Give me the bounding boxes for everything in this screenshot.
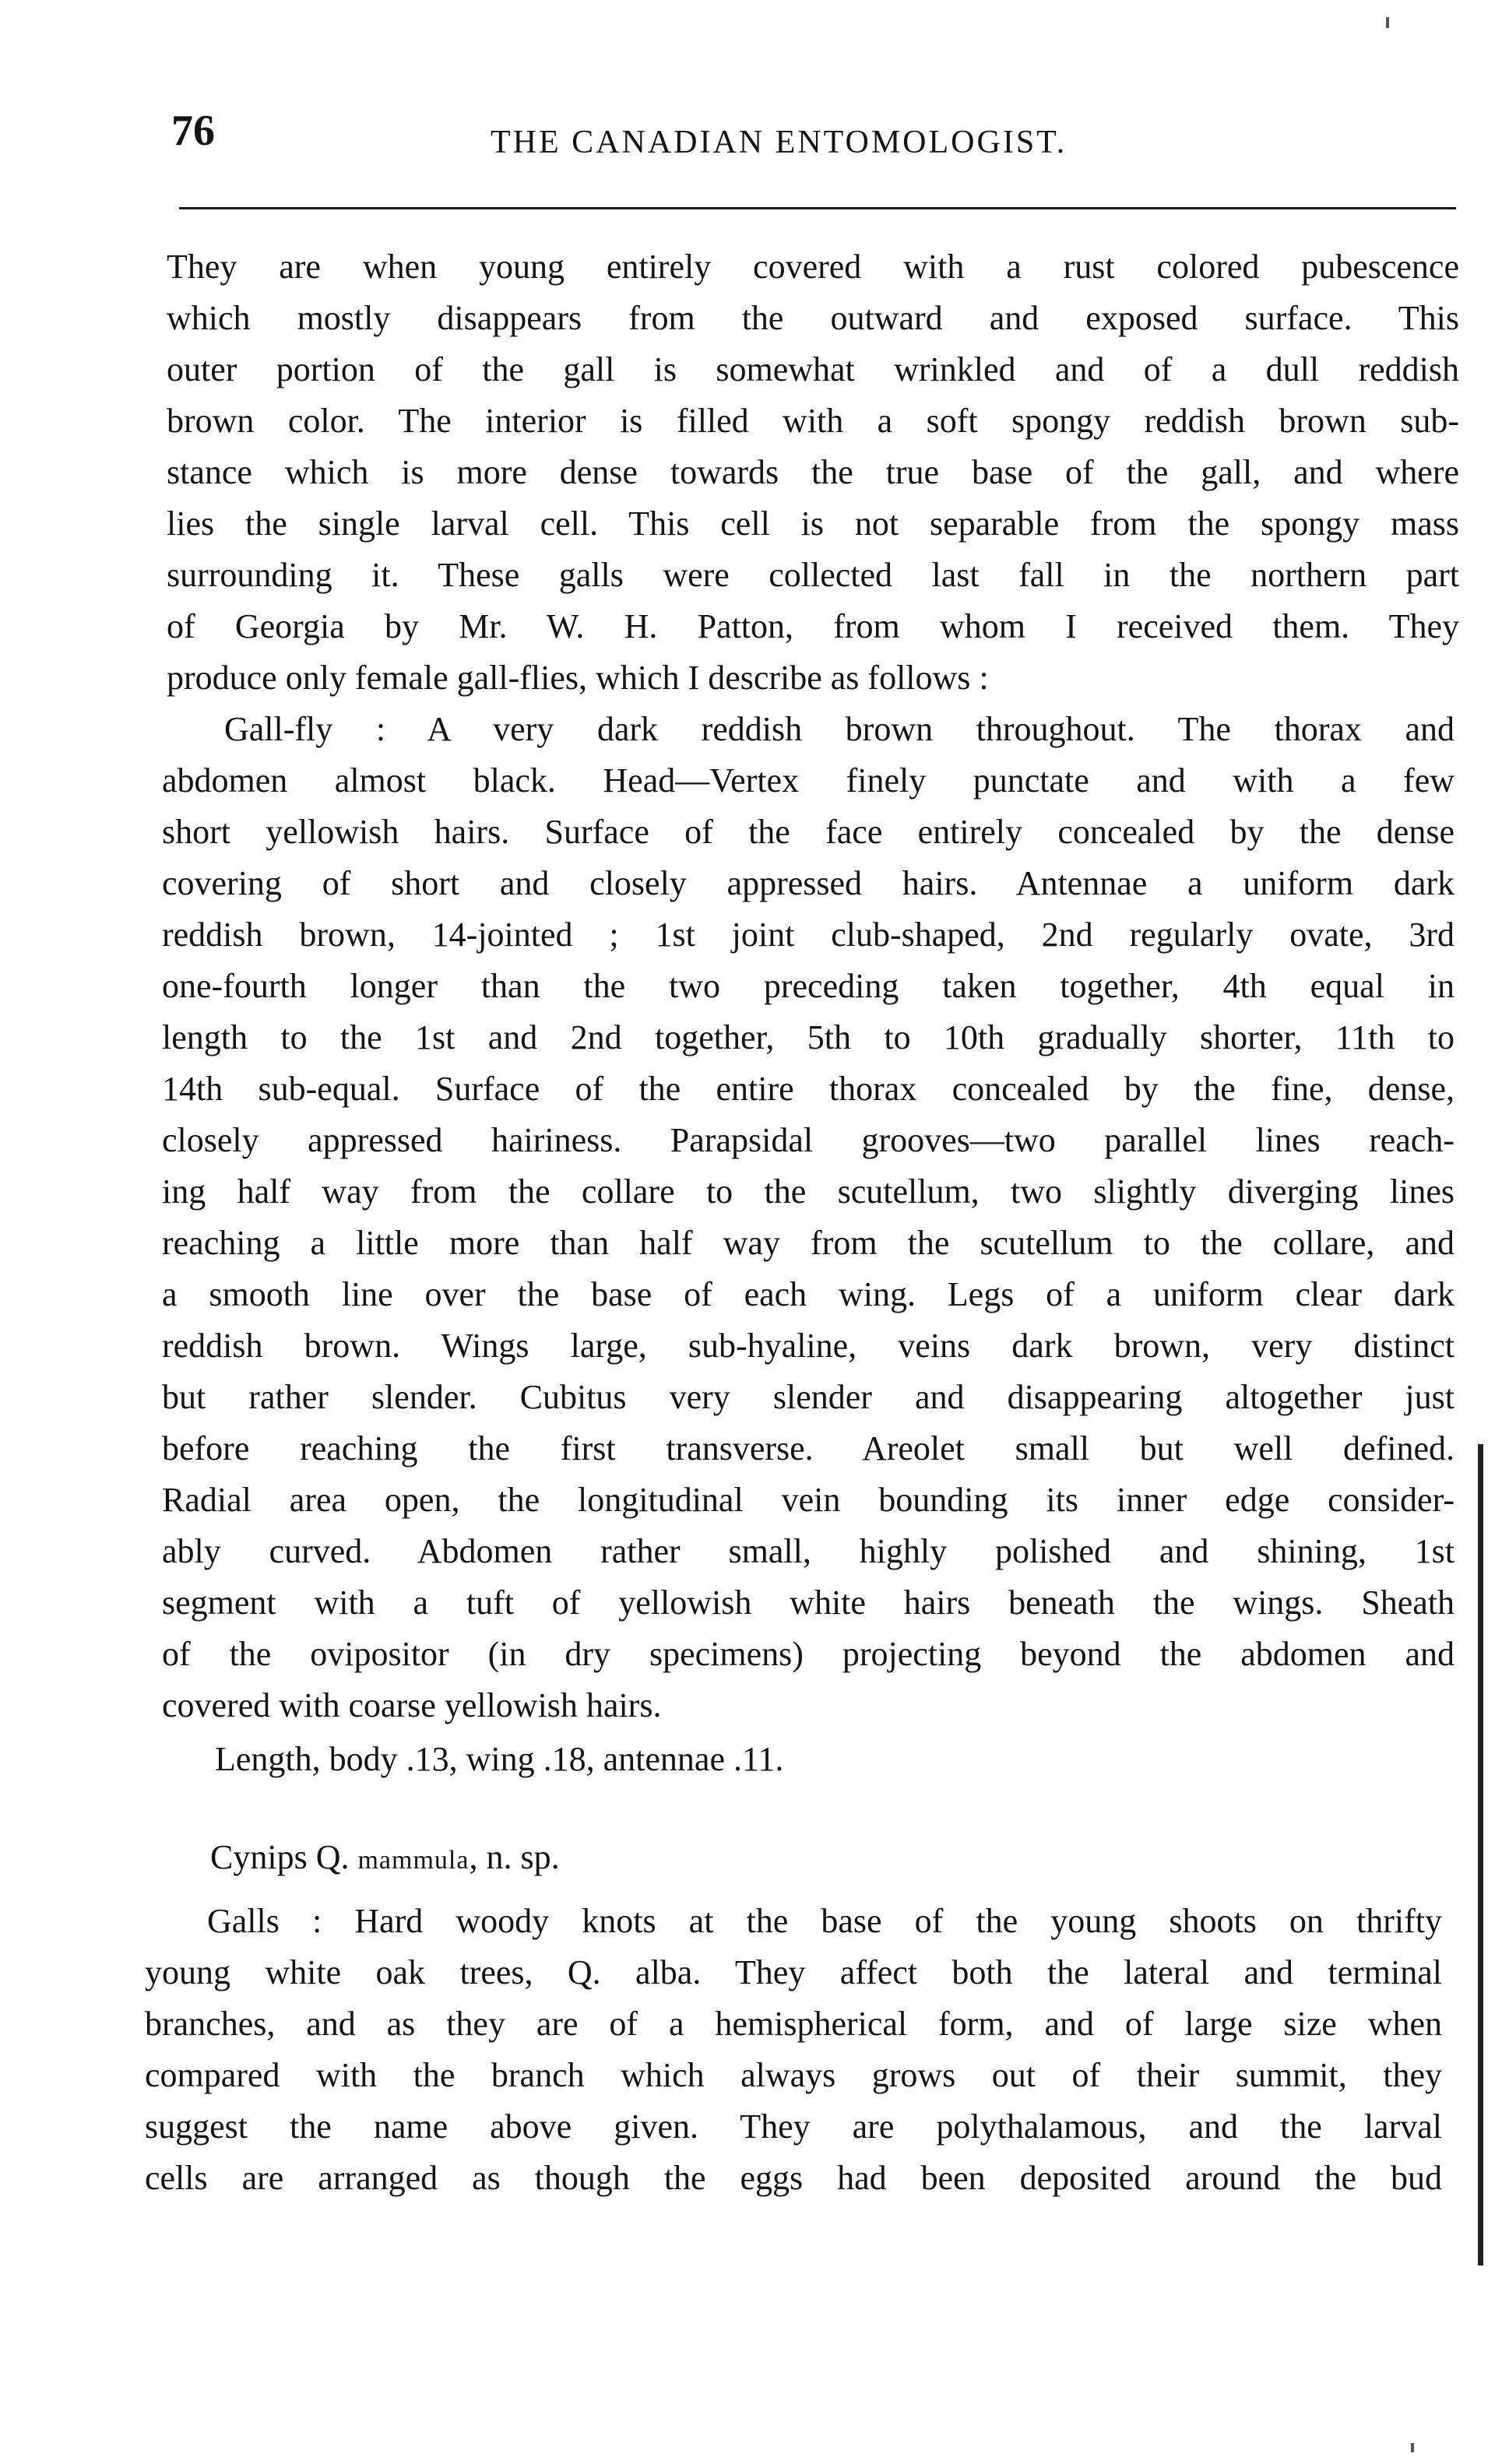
speck-top-right: [1386, 17, 1389, 28]
text-line: stance which is more dense towards the true base of the gall, and where: [167, 453, 1459, 491]
header-rule: [179, 207, 1456, 209]
text-line: Galls : Hard woody knots at the base of the young shoots on thrifty: [207, 1902, 1442, 1940]
text-line: surrounding it. These galls were collected last fall in the northern part: [167, 556, 1459, 594]
text-line: branches, and as they are of a hemispherical form, and of large size when: [145, 2005, 1442, 2043]
species-heading: [210, 1832, 560, 1886]
text-line: brown color. The interior is filled with a soft spongy reddish brown sub-: [167, 402, 1459, 440]
genus-name: Cynips: [210, 1838, 308, 1876]
text-line: covering of short and closely appressed hairs. Antennae a uniform dark: [162, 864, 1455, 902]
paragraph-gall-description: [167, 241, 1459, 704]
paragraph-galls-description: [145, 1896, 1442, 2204]
text-line: 14th sub-equal. Surface of the entire thorax concealed by the fine, dense,: [162, 1070, 1455, 1108]
text-line: which mostly disappears from the outward and exposed surface. This: [167, 299, 1459, 337]
text-line: reddish brown, 14-jointed ; 1st joint club-shaped, 2nd regularly ovate, 3rd: [162, 916, 1455, 954]
text-line: ably curved. Abdomen rather small, highly polished and shining, 1st: [162, 1532, 1455, 1570]
text-line: a smooth line over the base of each wing. Legs of a uniform clear dark: [162, 1275, 1455, 1313]
paragraph-gall-fly-description: [162, 704, 1455, 1731]
species-name: mammula: [357, 1846, 470, 1875]
text-line: lies the single larval cell. This cell is not separable from the spongy mass: [167, 504, 1459, 543]
page-number: 76: [171, 107, 215, 155]
text-line: outer portion of the gall is somewhat wrinkled and of a dull reddish: [167, 350, 1459, 388]
text-line: segment with a tuft of yellowish white hairs beneath the wings. Sheath: [162, 1583, 1455, 1622]
text-line: abdomen almost black. Head—Vertex finely punctate and with a few: [162, 761, 1455, 800]
text-line: but rather slender. Cubitus very slender and disappearing altogether just: [162, 1378, 1455, 1416]
species-suffix: , n. sp.: [469, 1838, 560, 1876]
text-line: produce only female gall-flies, which I describe as follows :: [167, 659, 989, 697]
text-line: one-fourth longer than the two preceding taken together, 4th equal in: [162, 967, 1455, 1005]
text-line: closely appressed hairiness. Parapsidal grooves—two parallel lines reach-: [162, 1121, 1455, 1159]
text-line: Gall-fly : A very dark reddish brown throughout. The thorax and: [224, 710, 1455, 748]
text-line: length to the 1st and 2nd together, 5th to 10th gradually shorter, 11th to: [162, 1018, 1455, 1056]
text-line: before reaching the first transverse. Areolet small but well defined.: [162, 1429, 1455, 1468]
text-line: cells are arranged as though the eggs had been deposited around the bud: [145, 2159, 1442, 2197]
text-line: of the ovipositor (in dry specimens) projecting beyond the abdomen and: [162, 1635, 1455, 1673]
text-line: suggest the name above given. They are polythalamous, and the larval: [145, 2107, 1442, 2146]
text-line: short yellowish hairs. Surface of the face entirely concealed by the dense: [162, 813, 1455, 851]
text-line: young white oak trees, Q. alba. They affect both the lateral and terminal: [145, 1953, 1442, 1991]
text-line: ing half way from the collare to the scutellum, two slightly diverging lines: [162, 1172, 1455, 1211]
running-head: THE CANADIAN ENTOMOLOGIST.: [491, 125, 1068, 160]
speck-bottom-right: [1411, 2443, 1414, 2452]
text-line: reddish brown. Wings large, sub-hyaline, veins dark brown, very distinct: [162, 1327, 1455, 1365]
text-line: compared with the branch which always grows out of their summit, they: [145, 2056, 1442, 2094]
text-line: reaching a little more than half way from the scutellum to the collare, and: [162, 1224, 1455, 1262]
species-letter: Q.: [315, 1838, 350, 1876]
measurements-line: Length, body .13, wing .18, antennae .11.: [215, 1740, 784, 1778]
margin-bar: [1478, 1444, 1483, 2265]
text-line: of Georgia by Mr. W. H. Patton, from whom I received them. They: [167, 607, 1459, 645]
text-line: They are when young entirely covered with a rust colored pubescence: [167, 248, 1459, 286]
text-line: Radial area open, the longitudinal vein bounding its inner edge consider-: [162, 1481, 1455, 1519]
text-line: covered with coarse yellowish hairs.: [162, 1686, 662, 1724]
